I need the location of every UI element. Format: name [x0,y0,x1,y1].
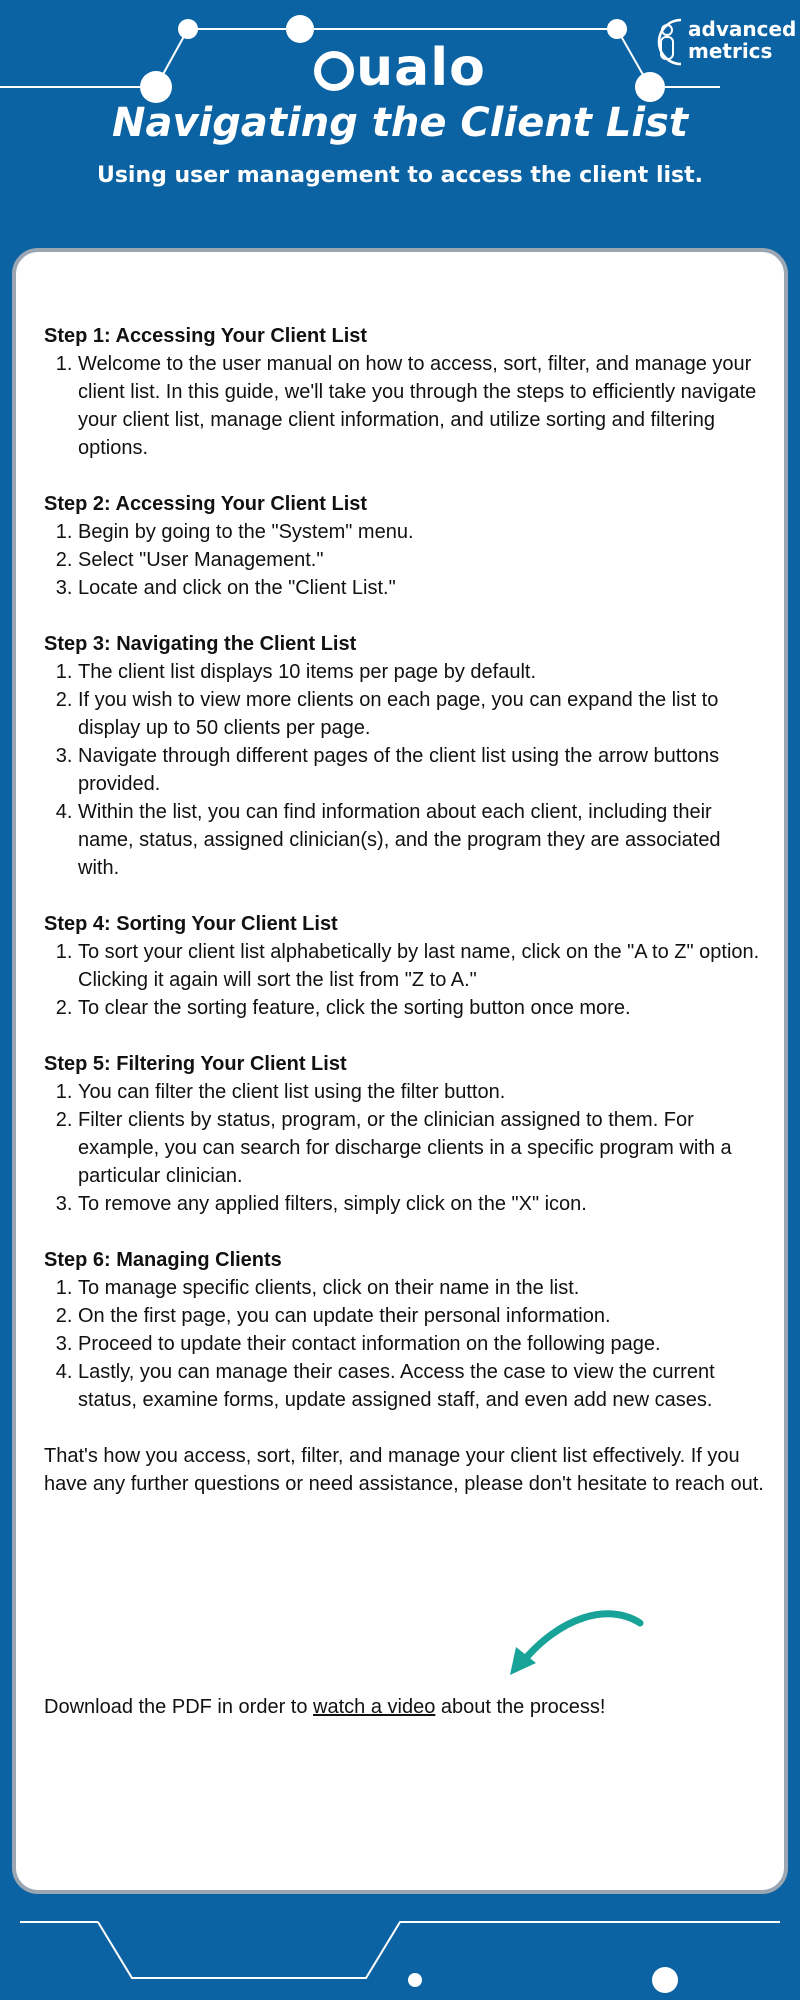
step-heading: Step 1: Accessing Your Client List [44,325,368,347]
closing-paragraph: That's how you access, sort, filter, and manage your client list effectively. If you have any further questions or need assistance, please don't hesitate to reach out. [44,1445,764,1495]
step-heading: Step 5: Filtering Your Client List [44,1053,347,1075]
step-list-item: 2. On the first page, you can update their personal information. [78,1302,764,1330]
step-list [44,658,764,882]
step-list-item: 2. Select "User Management." [78,546,764,574]
step-list-item: 2. To clear the sorting feature, click the sorting button once more. [78,994,764,1022]
download-note [44,1693,764,1721]
step-heading: Step 4: Sorting Your Client List [44,913,338,935]
steps-list [44,322,764,1414]
step-list [44,938,764,1022]
step-section [44,1246,764,1414]
step-section [44,630,764,882]
step-list [44,1078,764,1218]
step-list-item: 1. To sort your client list alphabetically by last name, click on the "A to Z" option. Clicking it again will sort the list from "Z to A." [78,938,764,994]
step-list-item: 1. You can filter the client list using the filter button. [78,1078,764,1106]
step-list-item: 1. Welcome to the user manual on how to access, sort, filter, and manage your client list. In this guide, we'll take you through the steps to efficiently navigate your client list, manage client information, and utilize sorting and filtering options. [78,350,764,462]
partner-logo-line1: advanced [688,17,797,41]
step-heading: Step 2: Accessing Your Client List [44,493,368,515]
partner-logo-line2: metrics [688,39,773,63]
step-list-item: 3. Locate and click on the "Client List." [78,574,764,602]
step-list-item: 3. Proceed to update their contact information on the following page. [78,1330,764,1358]
person-icon [645,12,689,72]
step-section [44,1050,764,1218]
step-list-item: 4. Lastly, you can manage their cases. Access the case to view the current status, examine forms, update assigned staff, and even add new cases. [78,1358,764,1414]
step-heading: Step 6: Managing Clients [44,1249,282,1271]
download-suffix: about the process! [435,1696,606,1718]
step-section [44,490,764,602]
step-list-item: 4. Within the list, you can find information about each client, including their name, status, assigned clinician(s), and the program they are associated with. [78,798,764,882]
step-list [44,1274,764,1414]
step-list-item: 2. If you wish to view more clients on each page, you can expand the list to display up to 50 clients per page. [78,686,764,742]
step-heading: Step 3: Navigating the Client List [44,633,357,655]
download-prefix: Download the PDF in order to [44,1696,314,1718]
page-title: Navigating the Client List [112,100,688,146]
step-list [44,350,764,462]
instructions [44,322,764,1498]
step-section [44,910,764,1022]
advanced-metrics-logo [645,12,795,72]
step-list-item: 1. Begin by going to the "System" menu. [78,518,764,546]
logo-text: ualo [356,38,486,98]
step-list-item: 3. To remove any applied filters, simply click on the "X" icon. [78,1190,764,1218]
watch-video-link[interactable]: watch a video [313,1696,436,1718]
step-list-item: 1. The client list displays 10 items per page by default. [78,658,764,686]
arrow-curved-icon [500,1605,650,1685]
step-list [44,518,764,602]
logo-q-ring-icon [314,51,354,91]
step-list-item: 2. Filter clients by status, program, or the clinician assigned to them. For example, you can search for discharge clients in a specific program with a particular clinician. [78,1106,764,1190]
step-list-item: 1. To manage specific clients, click on their name in the list. [78,1274,764,1302]
partner-logo-text [688,18,796,62]
step-list-item: 3. Navigate through different pages of the client list using the arrow buttons provided. [78,742,764,798]
page-subtitle: Using user management to access the client list. [96,163,704,188]
step-section [44,322,764,462]
